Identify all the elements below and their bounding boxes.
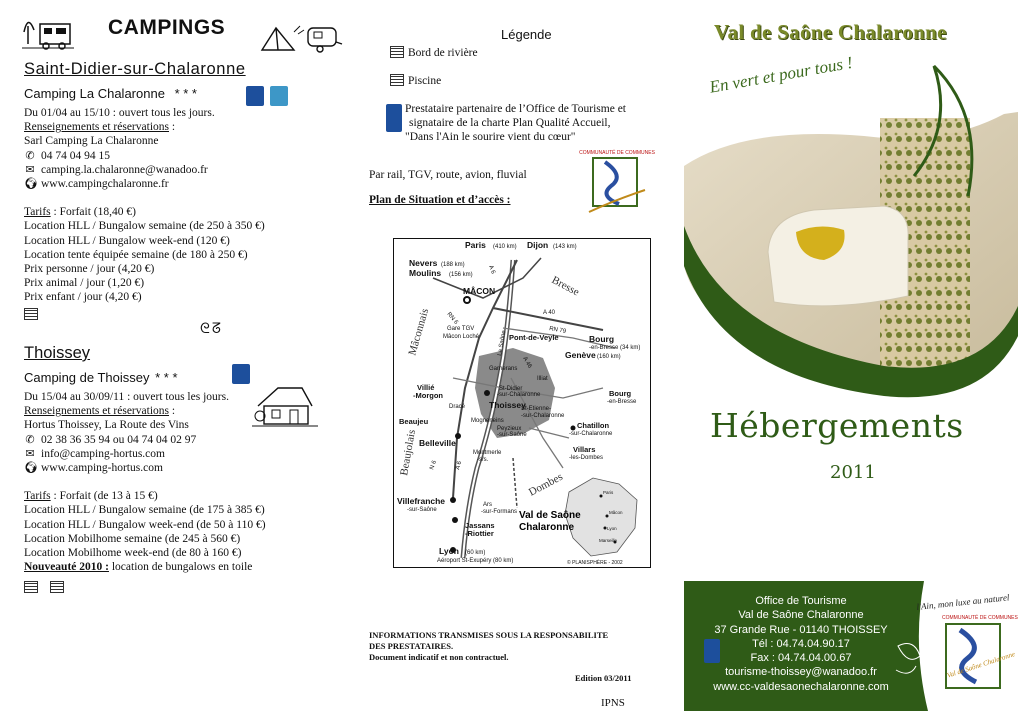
map-label: -sur-Formans — [481, 509, 518, 515]
map-label-macon: MÂCON — [463, 286, 496, 296]
map-label: Marseille — [599, 538, 618, 543]
section-title: CAMPINGS — [108, 16, 226, 39]
town-title-thoissey: Thoissey — [24, 344, 91, 362]
swimming-pool-icon — [390, 74, 404, 86]
envelope-icon: ✉ — [25, 163, 35, 176]
info-label: Renseignements et réservations — [24, 405, 169, 418]
map-label-moulins: Moulins — [409, 268, 442, 278]
map-label: Mogneneins — [471, 418, 504, 424]
camp2-operator: Hortus Thoissey, La Route des Vins — [24, 419, 189, 432]
map-label: (143 km) — [553, 244, 577, 250]
email-address[interactable]: camping.la.chalaronne@wanadoo.fr — [41, 163, 208, 176]
road-label: A 6 — [487, 264, 496, 275]
qualite-tourisme-badge — [232, 364, 250, 384]
map-label: Illiat — [537, 376, 548, 382]
tarif-value: : Forfait (de 13 à 15 €) — [50, 490, 158, 503]
ipns: IPNS — [601, 697, 625, 709]
map-region-beaujolais: Beaujolais — [398, 428, 419, 477]
disclaimer-line3: Document indicatif et non contractuel. — [369, 652, 509, 662]
camp1-operator: Sarl Camping La Chalaronne — [24, 135, 159, 148]
legend-partner-line2: signataire de la charte Plan Qualité Accueil, — [409, 117, 611, 130]
camp2-dates: Du 15/04 au 30/09/11 : ouvert tous les jours. — [24, 391, 229, 403]
river-bank-icon — [390, 46, 404, 58]
campsite-icon — [22, 12, 74, 50]
map-label: -Riottier — [465, 529, 494, 538]
armchair — [768, 206, 908, 306]
tarifs-label: Tarifs — [24, 206, 51, 219]
nouveaute-label: Nouveauté 2010 : — [24, 561, 109, 574]
tent-caravan-icon — [258, 22, 342, 54]
globe-icon: 🌍︎ — [24, 178, 38, 191]
map-label: Villars — [573, 445, 596, 454]
logo-text: Val de Saône Chalaronne — [946, 650, 1017, 680]
map-label: -sur-Saône — [407, 507, 437, 513]
tarif-value: : Forfait (18,40 €) — [50, 206, 136, 219]
map-label: Villié — [417, 383, 435, 392]
map-label: Aéroport St-Exupéry (80 km) — [437, 558, 514, 564]
camp1-email[interactable] — [24, 163, 265, 177]
edition: Edition 03/2011 — [575, 673, 632, 683]
camp1-tarifs-5: Prix animal / jour (1,20 €) — [24, 277, 145, 290]
qualite-tourisme-badge — [704, 639, 720, 663]
swimming-pool-icon — [24, 581, 38, 593]
camp2-tarifs-2: Location HLL / Bungalow week-end (de 50 à 110 €) — [24, 518, 266, 531]
map-label-dijon: Dijon — [527, 240, 549, 250]
tarifs-label: Tarifs — [24, 490, 51, 503]
camp2-web[interactable] — [24, 461, 266, 475]
info-label: Renseignements et réservations — [24, 121, 169, 134]
legend-river — [390, 46, 478, 60]
camp2-nouveaute — [24, 560, 266, 574]
river-bank-icon — [50, 581, 64, 593]
camping-name-thoissey — [24, 370, 178, 385]
office-fax: Fax : 04.74.04.00.67 — [750, 652, 852, 665]
map-label: Peyzieux — [497, 426, 522, 432]
map-label-paris: Paris — [465, 240, 486, 250]
camp1-dates: Du 01/04 au 15/10 : ouvert tous les jours. — [24, 107, 215, 119]
road-label: N 6 — [429, 459, 439, 471]
road-label: RN 6 — [445, 311, 459, 326]
map-label: (188 km) — [441, 262, 465, 268]
camping-name-text: Camping La Chalaronne — [24, 86, 165, 101]
camp2-email[interactable] — [24, 447, 266, 461]
year: 2011 — [830, 462, 876, 483]
camp2-tarifs-3: Location Mobilhome semaine (de 245 à 560 €) — [24, 532, 241, 545]
info-colon: : — [169, 405, 176, 418]
road-label: RN 79 — [548, 326, 567, 335]
camp2-phone — [24, 433, 266, 447]
legend-partner-line1: Prestataire partenaire de l’Office de Tourisme et — [405, 103, 627, 115]
river-label: La Saône — [497, 329, 508, 357]
map-label: St-Didier — [499, 386, 523, 392]
camp2-amenity-icons — [24, 578, 68, 596]
transport-modes: Par rail, TGV, route, avion, fluvial — [369, 169, 527, 181]
map-region-maconnais: Mâconnais — [406, 307, 432, 357]
camp1-tarifs-3: Location tente équipée semaine (de 180 à 250 €) — [24, 248, 248, 261]
office-area: Val de Saône Chalaronne — [738, 609, 864, 622]
map-label: Mâcon — [609, 510, 623, 515]
qualite-tourisme-badge — [246, 86, 264, 106]
road-label: A 40 — [543, 310, 556, 316]
camp2-info — [24, 404, 266, 418]
map-label: Bourg — [609, 389, 632, 398]
info-colon: : — [169, 121, 176, 134]
map-label-geneve: Genève — [565, 350, 596, 360]
map-label: (160 km) — [597, 354, 621, 360]
phone-icon: ✆ — [25, 149, 35, 162]
brand-title: Val de Saône Chalaronne — [714, 20, 947, 44]
map-label: (156 km) — [449, 272, 473, 278]
legend-pool-text: Piscine — [408, 75, 442, 87]
swimming-pool-icon — [24, 308, 38, 320]
camping-name-text: Camping de Thoissey — [24, 370, 150, 385]
camp1-phone — [24, 149, 265, 163]
camp2-tarifs-0 — [24, 489, 266, 503]
camp2-tarifs-4: Location Mobilhome week-end (de 80 à 160 €) — [24, 547, 242, 560]
qualite-tourisme-badge — [386, 104, 402, 132]
map-label: Jassans — [465, 521, 495, 530]
office-phone: Tél : 04.74.04.90.17 — [752, 637, 850, 650]
map-label-val-de-saone: Val de Saône — [519, 510, 581, 521]
road-label: A 46 — [521, 356, 533, 370]
disclaimer-line1: INFORMATIONS TRANSMISES SOUS LA RESPONSABILITE — [369, 630, 609, 640]
town-title-saint-didier: Saint-Didier-sur-Chalaronne — [24, 60, 246, 78]
map-label-bourg: Bourg — [589, 334, 615, 344]
plan-title: Plan de Situation et d’accès : — [369, 194, 511, 206]
community-logo-caption: COMMUNAUTÉ DE COMMUNES — [942, 615, 1018, 621]
ain-slogan: l'Ain, mon luxe au naturel — [916, 592, 1010, 612]
office-address: 37 Grande Rue - 01140 THOISSEY — [714, 623, 888, 636]
map-copyright: © PLANISPHÈRE - 2002 — [567, 560, 623, 566]
camp1-tarifs-6: Prix enfant / jour (4,20 €) — [24, 291, 142, 304]
map-label: Lyon — [607, 526, 617, 531]
legend-partner — [405, 102, 626, 145]
map-label: -sur-Chalaronne — [497, 392, 541, 398]
map-label: St-Etienne- — [521, 406, 552, 412]
map-label: Montmerle — [473, 450, 502, 456]
map-label: -en-Bresse (34 km) — [589, 345, 641, 351]
left-column — [0, 0, 365, 724]
map-label: Beaujeu — [399, 417, 429, 426]
legend-title: Légende — [501, 27, 552, 42]
website-link[interactable]: www.camping-hortus.com — [41, 462, 163, 475]
map-label-villefranche: Villefranche — [397, 496, 446, 506]
map-label: (60 km) — [465, 550, 486, 556]
office-contact — [688, 594, 914, 694]
phone-number: 04 74 04 94 15 — [41, 149, 110, 162]
location-map[interactable] — [393, 238, 651, 568]
map-label: Gare TGV — [447, 326, 475, 332]
map-label-belleville: Belleville — [419, 438, 456, 448]
legend-river-text: Bord de rivière — [408, 47, 478, 59]
map-label: -sur-Chalaronne — [569, 431, 613, 437]
camp1-tarifs-0 — [24, 205, 265, 219]
tagline: En vert et pour tous ! — [708, 52, 855, 97]
community-logo-text: COMMUNAUTÉ DE COMMUNES — [579, 150, 655, 156]
phone-number: 02 38 36 35 94 ou 04 74 04 02 97 — [41, 433, 197, 446]
map-label: Garnerans — [489, 366, 518, 372]
middle-column — [365, 0, 680, 724]
camp1-tarifs-2: Location HLL / Bungalow week-end (120 €) — [24, 234, 230, 247]
map-label-pont-de-veyle: Pont-de-Veyle — [509, 333, 559, 342]
spacer — [24, 475, 266, 489]
camp2-details — [24, 390, 266, 574]
map-label: -sur-Saône — [497, 432, 527, 438]
legend-pool — [390, 74, 441, 88]
map-region-dombes: Dombes — [526, 470, 565, 499]
nouveaute-text: location de bungalows en toile — [108, 561, 253, 574]
disclaimer-line2: DES PRESTATAIRES. — [369, 641, 454, 651]
website-link[interactable]: www.campingchalaronne.fr — [41, 178, 169, 191]
cover-panel — [684, 6, 1018, 711]
quality-badges — [246, 86, 288, 106]
map-label-nevers: Nevers — [409, 258, 438, 268]
globe-icon: 🌍︎ — [24, 462, 38, 475]
spacer — [24, 191, 265, 205]
camp1-tarifs-4: Prix personne / jour (4,20 €) — [24, 263, 155, 276]
office-name: Office de Tourisme — [755, 595, 847, 607]
main-heading: Hébergements — [710, 406, 964, 445]
map-label: (410 km) — [493, 244, 517, 250]
phone-icon: ✆ — [25, 433, 35, 446]
map-label-chalaronne: Chalaronne — [519, 522, 575, 533]
map-label-thoissey: Thoissey — [489, 400, 526, 410]
camp1-details — [24, 106, 265, 305]
map-label: -Morgon — [413, 391, 443, 400]
office-email[interactable]: tourisme-thoissey@wanadoo.fr — [725, 666, 877, 679]
envelope-icon: ✉ — [25, 447, 35, 460]
map-label: -s/s. — [477, 457, 489, 463]
road-label: A 6 — [455, 460, 464, 471]
map-label: -les-Dombes — [569, 455, 604, 461]
map-label: Paris — [603, 490, 614, 495]
community-logo — [579, 146, 655, 218]
camp1-tarifs-1: Location HLL / Bungalow semaine (de 250 à 350 €) — [24, 220, 265, 233]
ain-badge — [270, 86, 288, 106]
map-label-lyon: Lyon — [439, 546, 459, 556]
map-label: -en-Bresse — [607, 399, 637, 405]
section-separator: ᘓᘔ — [200, 322, 223, 337]
map-label: Chatillon — [577, 421, 610, 430]
legend-partner-line3: "Dans l'Ain le sourire vient du cœur" — [405, 131, 576, 144]
star-rating: * * * — [174, 86, 197, 101]
map-region-bresse: Bresse — [549, 274, 582, 299]
map-label: Ars — [483, 502, 492, 508]
email-address[interactable]: info@camping-hortus.com — [41, 447, 165, 460]
camp1-info — [24, 120, 265, 134]
disclaimer — [369, 630, 608, 663]
camp2-tarifs-1: Location HLL / Bungalow semaine (de 175 à 385 €) — [24, 504, 265, 517]
camping-name-chalaronne — [24, 86, 197, 101]
office-website[interactable]: www.cc-valdesaonechalaronne.com — [713, 680, 889, 693]
map-label: Mâcon Loché — [443, 334, 480, 340]
map-label: Dracé — [449, 404, 466, 410]
star-rating: * * * — [155, 370, 178, 385]
map-label: -sur-Chalaronne — [521, 413, 565, 419]
camp1-web[interactable] — [24, 177, 265, 191]
